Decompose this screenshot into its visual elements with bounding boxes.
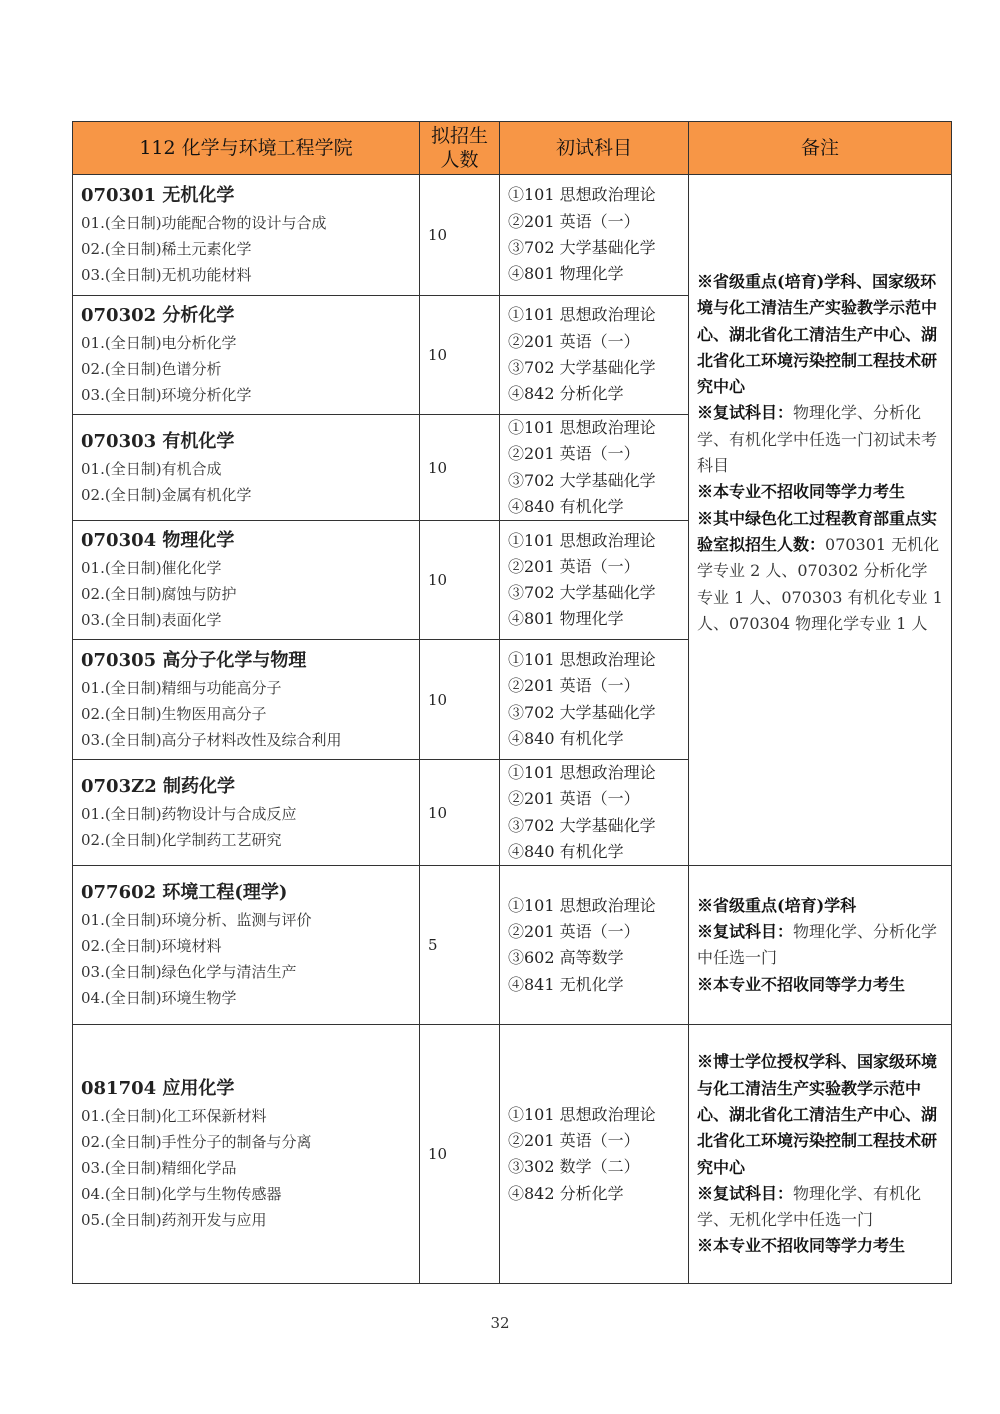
subject: ④842 分析化学 [508,1183,624,1203]
major-cell [73,1025,420,1284]
remarks-group-2 [689,866,952,1025]
quota: 10 [420,415,500,521]
major-cell [73,866,420,1025]
subjects-cell [500,175,689,296]
subjects-cell [500,760,689,866]
quota: 10 [420,640,500,760]
note-line: ※其中绿色化工过程教育部重点实验室拟招生人数：070301 无机化学专业 2 人、070302 分析化学专业 1 人、070303 有机化专业 1 人、070304 物理化学专业 1 人 [697,508,943,633]
subject: ④841 无机化学 [508,974,624,994]
direction: 01.(全日制)化工环保新材料 [81,1107,267,1126]
subject: ①101 思想政治理论 [508,305,656,325]
quota: 10 [420,296,500,415]
quota: 10 [420,760,500,866]
header-subjects: 初试科目 [500,122,689,175]
table-header-row [73,122,952,175]
subject: ②201 英语（一） [508,211,640,231]
direction: 02.(全日制)腐蚀与防护 [81,585,237,604]
subjects-cell [500,521,689,640]
subject: ①101 思想政治理论 [508,1104,656,1124]
subject: ③702 大学基础化学 [508,815,656,835]
quota: 10 [420,521,500,640]
direction: 01.(全日制)电分析化学 [81,334,237,352]
note-line: ※省级重点(培育)学科 [697,895,857,915]
subject: ②201 英语（一） [508,1131,640,1151]
direction: 02.(全日制)稀土元素化学 [81,240,252,258]
subject: ③602 高等数学 [508,948,624,968]
subject: ①101 思想政治理论 [508,418,656,437]
direction: 01.(全日制)精细与功能高分子 [81,678,282,697]
page-number: 32 [490,1314,510,1332]
subjects-cell [500,415,689,521]
subject: ②201 英语（一） [508,556,640,576]
major-code-name: 070301 无机化学 [81,185,235,206]
major-cell [73,760,420,866]
direction: 05.(全日制)药剂开发与应用 [81,1211,267,1230]
subject: ③702 大学基础化学 [508,702,656,722]
major-code-name: 070305 高分子化学与物理 [81,649,307,671]
subject: ③702 大学基础化学 [508,358,656,377]
note-line: ※省级重点(培育)学科、国家级环境与化工清洁生产实验教学示范中心、湖北省化工清洁生产中心、湖北省化工环境污染控制工程技术研究中心 [697,272,938,397]
major-code-name: 070304 物理化学 [81,530,235,552]
note-line: ※复试科目：物理化学、分析化学中任选一门 [697,922,938,968]
quota: 5 [420,866,500,1025]
note-line: ※复试科目：物理化学、分析化学、有机化学中任选一门初试未考科目 [697,403,938,476]
direction: 04.(全日制)环境生物学 [81,989,237,1008]
major-cell [73,415,420,521]
quota: 10 [420,175,500,296]
subject: ④840 有机化学 [508,496,624,516]
header-quota: 拟招生人数 [420,122,500,175]
subject: ②201 英语（一） [508,676,640,696]
subject: ①101 思想政治理论 [508,185,656,205]
major-cell [73,296,420,415]
subject: ①101 思想政治理论 [508,650,656,670]
major-cell [73,175,420,296]
direction: 02.(全日制)化学制药工艺研究 [81,830,282,849]
major-cell [73,640,420,760]
table-row [73,866,952,1025]
subject: ①101 思想政治理论 [508,530,656,550]
subject: ④801 物理化学 [508,609,624,629]
subject: ④842 分析化学 [508,384,624,404]
direction: 02.(全日制)生物医用高分子 [81,704,267,723]
subject: ②201 英语（一） [508,444,640,464]
subjects-cell [500,296,689,415]
remarks-group-1 [689,175,952,866]
major-code-name: 070302 分析化学 [81,305,235,326]
table-row [73,1025,952,1284]
direction: 01.(全日制)环境分析、监测与评价 [81,911,312,930]
subject: ③302 数学（二） [508,1157,640,1177]
direction: 03.(全日制)绿色化学与清洁生产 [81,963,297,982]
subject: ④840 有机化学 [508,728,624,748]
subject: ④840 有机化学 [508,842,624,862]
remarks-group-3 [689,1025,952,1284]
major-code-name: 081704 应用化学 [81,1078,235,1100]
direction: 04.(全日制)化学与生物传感器 [81,1185,282,1204]
direction: 03.(全日制)环境分析化学 [81,386,252,404]
admissions-table [72,121,952,1284]
note-line: ※本专业不招收同等学力考生 [697,1236,906,1256]
subject: ②201 英语（一） [508,922,640,942]
major-code-name: 077602 环境工程(理学) [81,882,288,904]
direction: 01.(全日制)药物设计与合成反应 [81,804,297,823]
subject: ②201 英语（一） [508,331,640,351]
note-line: ※本专业不招收同等学力考生 [697,482,906,502]
subject: ③702 大学基础化学 [508,238,656,257]
direction: 02.(全日制)色谱分析 [81,360,222,378]
subjects-cell [500,640,689,760]
note-line: ※复试科目：物理化学、有机化学、无机化学中任选一门 [697,1183,922,1230]
subject: ③702 大学基础化学 [508,470,656,490]
note-line: ※博士学位授权学科、国家级环境与化工清洁生产实验教学示范中心、湖北省化工清洁生产中心、湖北省化工环境污染控制工程技术研究中心 [697,1052,938,1177]
direction: 02.(全日制)金属有机化学 [81,485,252,504]
header-remarks: 备注 [689,122,952,175]
table-row [73,175,952,296]
major-code-name: 0703Z2 制药化学 [81,775,236,797]
quota: 10 [420,1025,500,1284]
direction: 01.(全日制)有机合成 [81,459,222,478]
subjects-cell [500,1025,689,1284]
direction: 03.(全日制)精细化学品 [81,1159,237,1178]
direction: 02.(全日制)手性分子的制备与分离 [81,1133,312,1152]
major-code-name: 070303 有机化学 [81,430,235,452]
direction: 02.(全日制)环境材料 [81,937,222,956]
subject: ④801 物理化学 [508,264,624,284]
subject: ②201 英语（一） [508,789,640,809]
direction: 03.(全日制)高分子材料改性及综合利用 [81,730,342,749]
direction: 01.(全日制)功能配合物的设计与合成 [81,214,327,232]
header-college: 112 化学与环境工程学院 [73,122,420,175]
subject: ①101 思想政治理论 [508,895,656,915]
subjects-cell [500,866,689,1025]
note-line: ※本专业不招收同等学力考生 [697,974,906,994]
direction: 03.(全日制)表面化学 [81,611,222,630]
direction: 03.(全日制)无机功能材料 [81,266,252,284]
major-cell [73,521,420,640]
subject: ①101 思想政治理论 [508,763,656,783]
subject: ③702 大学基础化学 [508,583,656,603]
direction: 01.(全日制)催化化学 [81,559,222,578]
